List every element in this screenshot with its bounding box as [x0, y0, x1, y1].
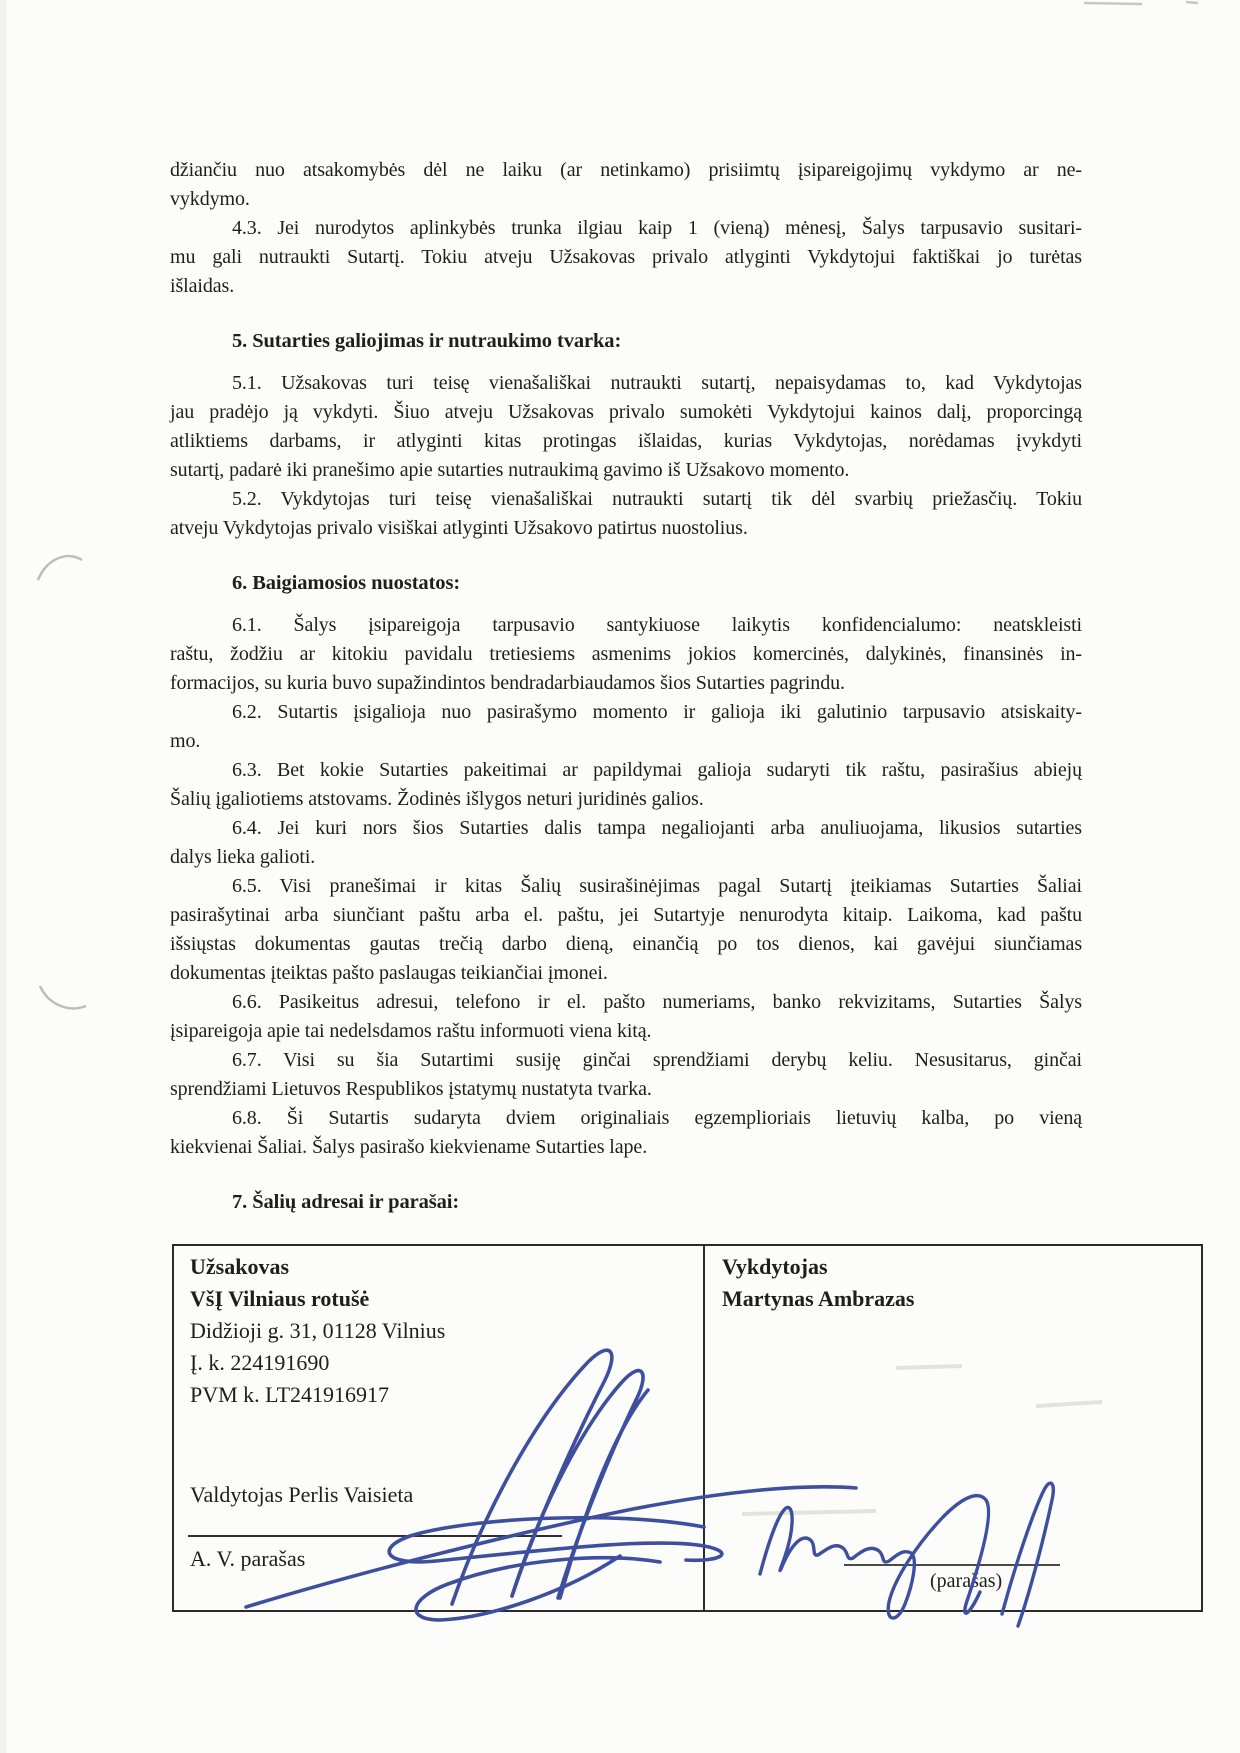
text-line: formacijos, su kuria buvo supažindintos bendradarbiaudamos šios Sutarties pagrindu.: [170, 672, 845, 694]
client-company-code: Į. k. 224191690: [190, 1350, 330, 1375]
client-name: VšĮ Vilniaus rotušė: [190, 1286, 370, 1311]
text-line: 6.4. Jei kuri nors šios Sutarties dalis tampa negaliojanti arba anuliuojama, likusios sutarties: [232, 817, 1082, 839]
text-line: 4.3. Jei nurodytos aplinkybės trunka ilgiau kaip 1 (vieną) mėnesį, Šalys tarpusavio susitari-: [232, 217, 1082, 239]
text-line: dokumentas įteiktas pašto paslaugas teikiančiai įmonei.: [170, 962, 608, 984]
contractor-signature-caption: (parašas): [930, 1570, 1003, 1592]
paragraph: [170, 369, 1082, 485]
contractor-signature-line: [844, 1564, 1060, 1566]
paragraph: [170, 214, 1082, 301]
client-role-label: Užsakovas: [190, 1254, 290, 1279]
client-signatory: Valdytojas Perlis Vaisieta: [190, 1482, 414, 1507]
section-heading: 6. Baigiamosios nuostatos:: [232, 572, 461, 594]
client-address: Didžioji g. 31, 01128 Vilnius: [190, 1318, 446, 1343]
paragraph: [170, 872, 1082, 988]
parties-signatures-table: [172, 1244, 1203, 1612]
scan-artifact-top-smudge: [1084, 2, 1198, 4]
paragraph: [170, 611, 1082, 698]
text-line: išsiųstas dokumentas gautas trečią darbo dieną, einančią po tos dienos, kai gavėjui siunčiamas: [170, 933, 1082, 955]
text-line: 6.6. Pasikeitus adresui, telefono ir el. pašto numeriams, banko rekvizitams, Sutarties Šalys: [232, 991, 1082, 1013]
text-line: 6.2. Sutartis įsigalioja nuo pasirašymo momento ir galioja iki galutinio tarpusavio atsiskaity-: [232, 701, 1082, 723]
text-line: atveju Vykdytojas privalo visiškai atlyginti Užsakovo patirtus nuostolius.: [170, 517, 748, 539]
document-body: [170, 156, 1082, 1230]
paragraph: [170, 756, 1082, 814]
paragraph: [170, 814, 1082, 872]
contractor-role-label: Vykdytojas: [722, 1254, 828, 1279]
section-heading: 5. Sutarties galiojimas ir nutraukimo tvarka:: [232, 330, 622, 352]
scan-artifact-left-arc-1: [38, 556, 82, 580]
text-line: 6.1. Šalys įsipareigoja tarpusavio santykiuose laikytis konfidencialumo: neatskleisti: [232, 614, 1082, 636]
client-stamp-caption: A. V. parašas: [190, 1546, 306, 1571]
paragraph: [170, 485, 1082, 543]
table-column-divider: [703, 1246, 705, 1610]
text-line: sutartį, padarė iki pranešimo apie sutarties nutraukimą gavimo iš Užsakovo momento.: [170, 459, 850, 481]
text-line: sprendžiami Lietuvos Respublikos įstatymų nustatyta tvarka.: [170, 1078, 652, 1100]
contractor-name: Martynas Ambrazas: [722, 1286, 915, 1311]
paragraph: [170, 1046, 1082, 1104]
text-line: raštu, žodžiu ar kitokiu pavidalu tretiesiems asmenims jokios komercinės, dalykinės, finansinės in-: [170, 643, 1082, 665]
text-line: 5.1. Užsakovas turi teisę vienašališkai nutraukti sutartį, nepaisydamas to, kad Vykdytojas: [232, 372, 1082, 394]
text-line: 6.5. Visi pranešimai ir kitas Šalių susirašinėjimas pagal Sutartį įteikiamas Sutarties Šaliai: [232, 875, 1082, 897]
section-heading: 7. Šalių adresai ir parašai:: [232, 1191, 460, 1213]
text-line: 6.8. Ši Sutartis sudaryta dviem originaliais egzemplioriais lietuvių kalba, po vieną: [232, 1107, 1082, 1129]
text-line: džiančiu nuo atsakomybės dėl ne laiku (ar netinkamo) prisiimtų įsipareigojimų vykdymo ar ne-: [170, 159, 1082, 181]
text-line: išlaidas.: [170, 275, 235, 297]
scan-artifact-left-arc-2: [40, 986, 86, 1008]
paragraph: [170, 1104, 1082, 1162]
text-line: 6.3. Bet kokie Sutarties pakeitimai ar papildymai galioja sudaryti tik raštu, pasirašius abiejų: [232, 759, 1082, 781]
scan-edge-artifact: [0, 0, 7, 1753]
client-signature-line: [188, 1535, 562, 1537]
text-line: dalys lieka galioti.: [170, 846, 316, 868]
text-line: Šalių įgaliotiems atstovams. Žodinės išlygos neturi juridinės galios.: [170, 788, 704, 810]
text-line: jau pradėjo ją vykdyti. Šiuo atveju Užsakovas privalo sumokėti Vykdytojui kainos dalį, proporcingą: [170, 401, 1082, 423]
text-line: mo.: [170, 730, 201, 752]
text-line: įsipareigoja apie tai nedelsdamos raštu informuoti viena kitą.: [170, 1020, 652, 1042]
paragraph: [170, 156, 1082, 214]
text-line: atliktiems darbams, ir atlyginti kitas protingas išlaidas, kurias Vykdytojas, norėdamas įvykdyti: [170, 430, 1082, 452]
text-line: kiekvienai Šaliai. Šalys pasirašo kiekviename Sutarties lape.: [170, 1136, 648, 1158]
text-line: 5.2. Vykdytojas turi teisę vienašališkai nutraukti sutartį tik dėl svarbių priežasčių. Tokiu: [232, 488, 1082, 510]
client-vat-code: PVM k. LT241916917: [190, 1382, 390, 1407]
paragraph: [170, 698, 1082, 756]
text-line: pasirašytinai arba siunčiant paštu arba el. paštu, jei Sutartyje nenurodyta kitaip. Laikoma, kad paštu: [170, 904, 1082, 926]
paragraph: [170, 988, 1082, 1046]
text-line: 6.7. Visi su šia Sutartimi susiję ginčai sprendžiami derybų keliu. Nesusitarus, ginčai: [232, 1049, 1082, 1071]
text-line: mu gali nutraukti Sutartį. Tokiu atveju Užsakovas privalo atlyginti Vykdytojui faktiškai jo turėtas: [170, 246, 1082, 268]
text-line: vykdymo.: [170, 188, 250, 210]
